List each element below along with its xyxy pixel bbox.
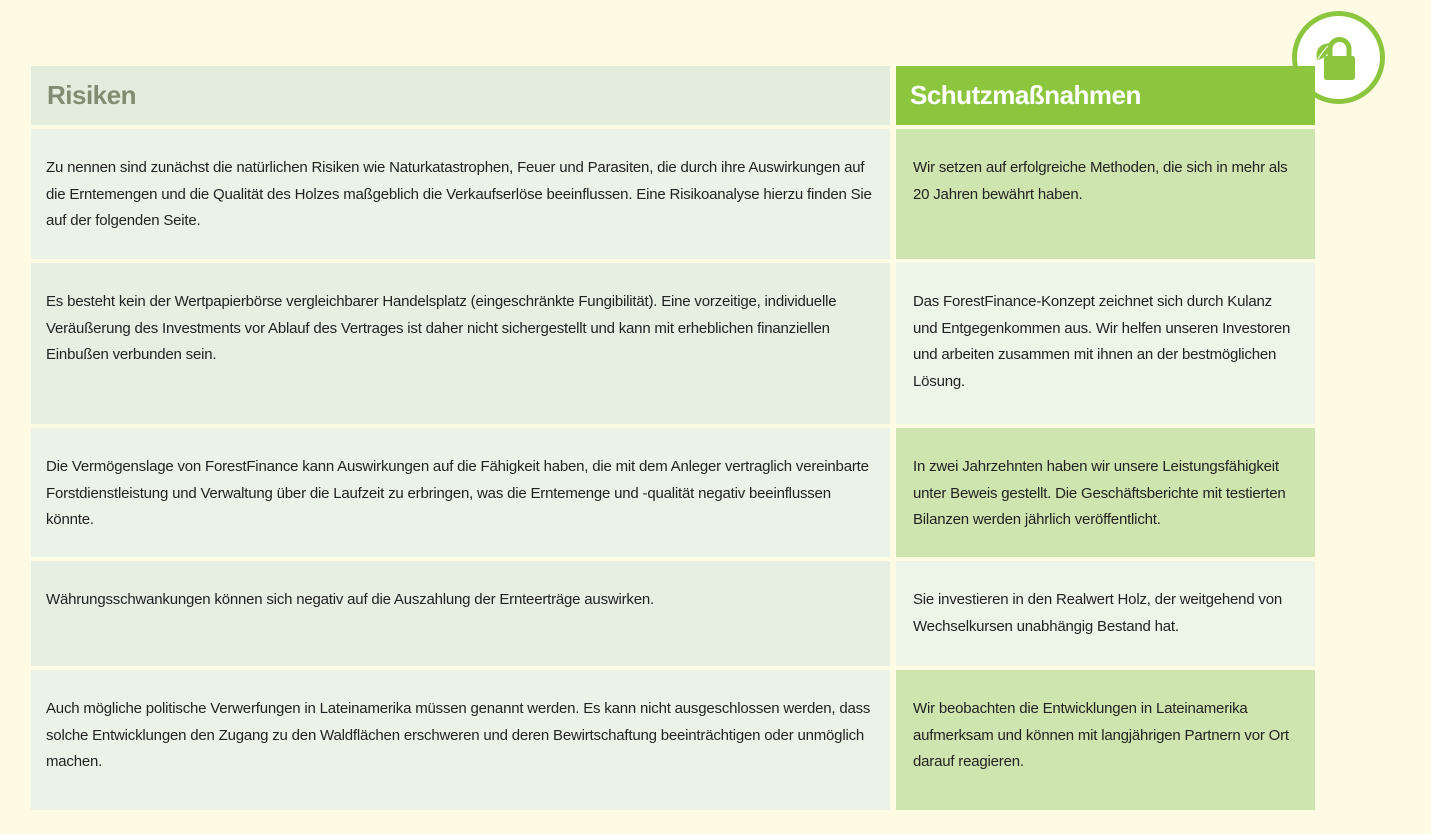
table-header <box>31 66 1315 125</box>
risks-header: Risiken <box>31 66 890 125</box>
table-row <box>31 428 1315 557</box>
risk-cell: Auch mögliche politische Verwerfungen in Lateinamerika müssen genannt werden. Es kann nicht ausgeschlossen werden, dass solche Entwicklungen den Zugang zu den Waldflächen erschweren und deren Bewirtschaftung beeinträchtigen oder unmöglich machen. <box>31 670 890 810</box>
table-row <box>31 263 1315 424</box>
risk-cell: Währungsschwankungen können sich negativ auf die Auszahlung der Ernteerträge auswirken. <box>31 561 890 666</box>
measure-cell: Wir beobachten die Entwicklungen in Lateinamerika aufmerksam und können mit langjährigen Partnern vor Ort darauf reagieren. <box>896 670 1315 810</box>
measures-header: Schutzmaßnahmen <box>896 66 1315 125</box>
table-row <box>31 561 1315 666</box>
risk-cell: Es besteht kein der Wertpapierbörse vergleichbarer Handelsplatz (eingeschränkte Fungibilität). Eine vorzeitige, individuelle Veräußerung des Investments vor Ablauf des Vertrages ist daher nicht sichergestellt und kann mit erheblichen finanziellen Einbußen verbunden sein. <box>31 263 890 424</box>
table-row <box>31 670 1315 810</box>
risk-cell: Zu nennen sind zunächst die natürlichen Risiken wie Naturkatastrophen, Feuer und Parasiten, die durch ihre Auswirkungen auf die Erntemengen und die Qualität des Holzes maßgeblich die Verkaufserlöse beeinflussen. Eine Risikoanalyse hierzu finden Sie auf der folgenden Seite. <box>31 129 890 259</box>
risk-cell: Die Vermögenslage von ForestFinance kann Auswirkungen auf die Fähigkeit haben, die mit dem Anleger vertraglich vereinbarte Forstdienstleistung und Verwaltung über die Laufzeit zu erbringen, was die Erntemenge und -qualität negativ beeinflussen könnte. <box>31 428 890 557</box>
measure-cell: In zwei Jahrzehnten haben wir unsere Leistungsfähigkeit unter Beweis gestellt. Die Geschäftsberichte mit testierten Bilanzen werden jährlich veröffentlicht. <box>896 428 1315 557</box>
measure-cell: Das ForestFinance-Konzept zeichnet sich durch Kulanz und Entgegenkommen aus. Wir helfen unseren Investoren und arbeiten zusammen mit ihnen an der bestmöglichen Lösung. <box>896 263 1315 424</box>
risk-table <box>31 66 1315 814</box>
measure-cell: Sie investieren in den Realwert Holz, der weitgehend von Wechselkursen unabhängig Bestand hat. <box>896 561 1315 666</box>
table-row <box>31 129 1315 259</box>
measure-cell: Wir setzen auf erfolgreiche Methoden, die sich in mehr als 20 Jahren bewährt haben. <box>896 129 1315 259</box>
